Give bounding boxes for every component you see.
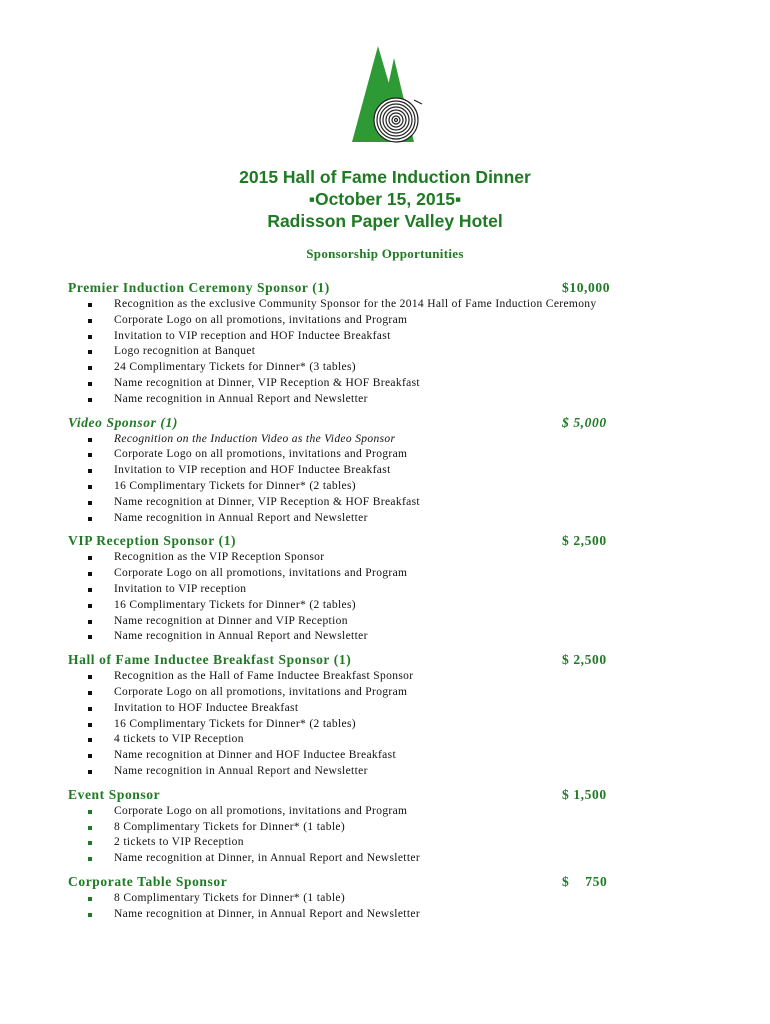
list-item: Name recognition in Annual Report and Newsletter bbox=[68, 764, 708, 780]
list-item: 24 Complimentary Tickets for Dinner* (3 tables) bbox=[68, 360, 708, 376]
event-header bbox=[0, 166, 770, 232]
list-item: Name recognition at Dinner, in Annual Report and Newsletter bbox=[68, 907, 708, 923]
section-price: $ 750 bbox=[562, 873, 608, 889]
section-heading bbox=[68, 279, 618, 297]
list-item: Corporate Logo on all promotions, invitations and Program bbox=[68, 313, 708, 329]
section-heading bbox=[68, 786, 618, 804]
list-item: Corporate Logo on all promotions, invitations and Program bbox=[68, 804, 708, 820]
list-item: 16 Complimentary Tickets for Dinner* (2 tables) bbox=[68, 479, 708, 495]
section-title: Premier Induction Ceremony Sponsor (1) bbox=[68, 280, 330, 295]
list-item: Logo recognition at Banquet bbox=[68, 344, 708, 360]
sponsor-section-video bbox=[68, 414, 708, 527]
sponsorship-list bbox=[68, 279, 708, 923]
list-item: 8 Complimentary Tickets for Dinner* (1 table) bbox=[68, 820, 708, 836]
list-item: Corporate Logo on all promotions, invitations and Program bbox=[68, 685, 708, 701]
list-item: Name recognition in Annual Report and Newsletter bbox=[68, 511, 708, 527]
sponsor-section-event bbox=[68, 786, 708, 867]
list-item: Name recognition at Dinner, VIP Reception & HOF Breakfast bbox=[68, 495, 708, 511]
list-item: Name recognition at Dinner and VIP Reception bbox=[68, 614, 708, 630]
list-item: Recognition as the Hall of Fame Inductee Breakfast Sponsor bbox=[68, 669, 708, 685]
section-heading bbox=[68, 532, 618, 550]
section-price: $ 1,500 bbox=[562, 786, 607, 802]
list-item: Corporate Logo on all promotions, invitations and Program bbox=[68, 566, 708, 582]
logo-icon bbox=[348, 44, 424, 144]
section-title: VIP Reception Sponsor (1) bbox=[68, 533, 237, 549]
list-item: 16 Complimentary Tickets for Dinner* (2 tables) bbox=[68, 598, 708, 614]
list-item: Corporate Logo on all promotions, invitations and Program bbox=[68, 447, 708, 463]
section-price: $ 2,500 bbox=[562, 652, 607, 668]
sponsor-section-premier bbox=[68, 279, 708, 408]
list-item: 16 Complimentary Tickets for Dinner* (2 tables) bbox=[68, 717, 708, 733]
list-item: Invitation to HOF Inductee Breakfast bbox=[68, 701, 708, 717]
list-item: Invitation to VIP reception and HOF Inductee Breakfast bbox=[68, 329, 708, 345]
list-item: Name recognition at Dinner, in Annual Report and Newsletter bbox=[68, 851, 708, 867]
list-item: Name recognition at Dinner and HOF Inductee Breakfast bbox=[68, 748, 708, 764]
section-title: Event Sponsor bbox=[68, 786, 161, 802]
list-item: 2 tickets to VIP Reception bbox=[68, 835, 708, 851]
list-item: Invitation to VIP reception and HOF Inductee Breakfast bbox=[68, 463, 708, 479]
page-subtitle: Sponsorship Opportunities bbox=[306, 246, 464, 261]
section-price: $10,000 bbox=[562, 280, 611, 295]
list-item: Recognition as the exclusive Community Sponsor for the 2014 Hall of Fame Induction Ceremony bbox=[68, 297, 708, 313]
sponsor-section-corporate-table bbox=[68, 873, 708, 923]
sponsor-section-hof-breakfast bbox=[68, 651, 708, 780]
list-item: 8 Complimentary Tickets for Dinner* (1 table) bbox=[68, 891, 708, 907]
sponsor-section-vip-reception bbox=[68, 532, 708, 645]
list-item: Recognition on the Induction Video as the Video Sponsor bbox=[68, 432, 708, 448]
list-item: Name recognition at Dinner, VIP Reception & HOF Breakfast bbox=[68, 376, 708, 392]
section-heading bbox=[68, 414, 618, 432]
section-price: $ 2,500 bbox=[562, 533, 607, 549]
list-item: Invitation to VIP reception bbox=[68, 582, 708, 598]
event-venue: Radisson Paper Valley Hotel bbox=[267, 211, 503, 231]
section-title: Hall of Fame Inductee Breakfast Sponsor (1) bbox=[68, 652, 352, 668]
section-heading bbox=[68, 651, 618, 669]
event-title: 2015 Hall of Fame Induction Dinner bbox=[239, 167, 531, 187]
list-item: 4 tickets to VIP Reception bbox=[68, 732, 708, 748]
list-item: Recognition as the VIP Reception Sponsor bbox=[68, 550, 708, 566]
section-heading bbox=[68, 873, 618, 891]
section-title: Video Sponsor (1) bbox=[68, 414, 178, 430]
section-title: Corporate Table Sponsor bbox=[68, 873, 228, 889]
list-item: Name recognition in Annual Report and Newsletter bbox=[68, 629, 708, 645]
list-item: Name recognition in Annual Report and Newsletter bbox=[68, 392, 708, 408]
section-price: $ 5,000 bbox=[562, 414, 607, 430]
event-date: ▪October 15, 2015▪ bbox=[308, 189, 462, 209]
